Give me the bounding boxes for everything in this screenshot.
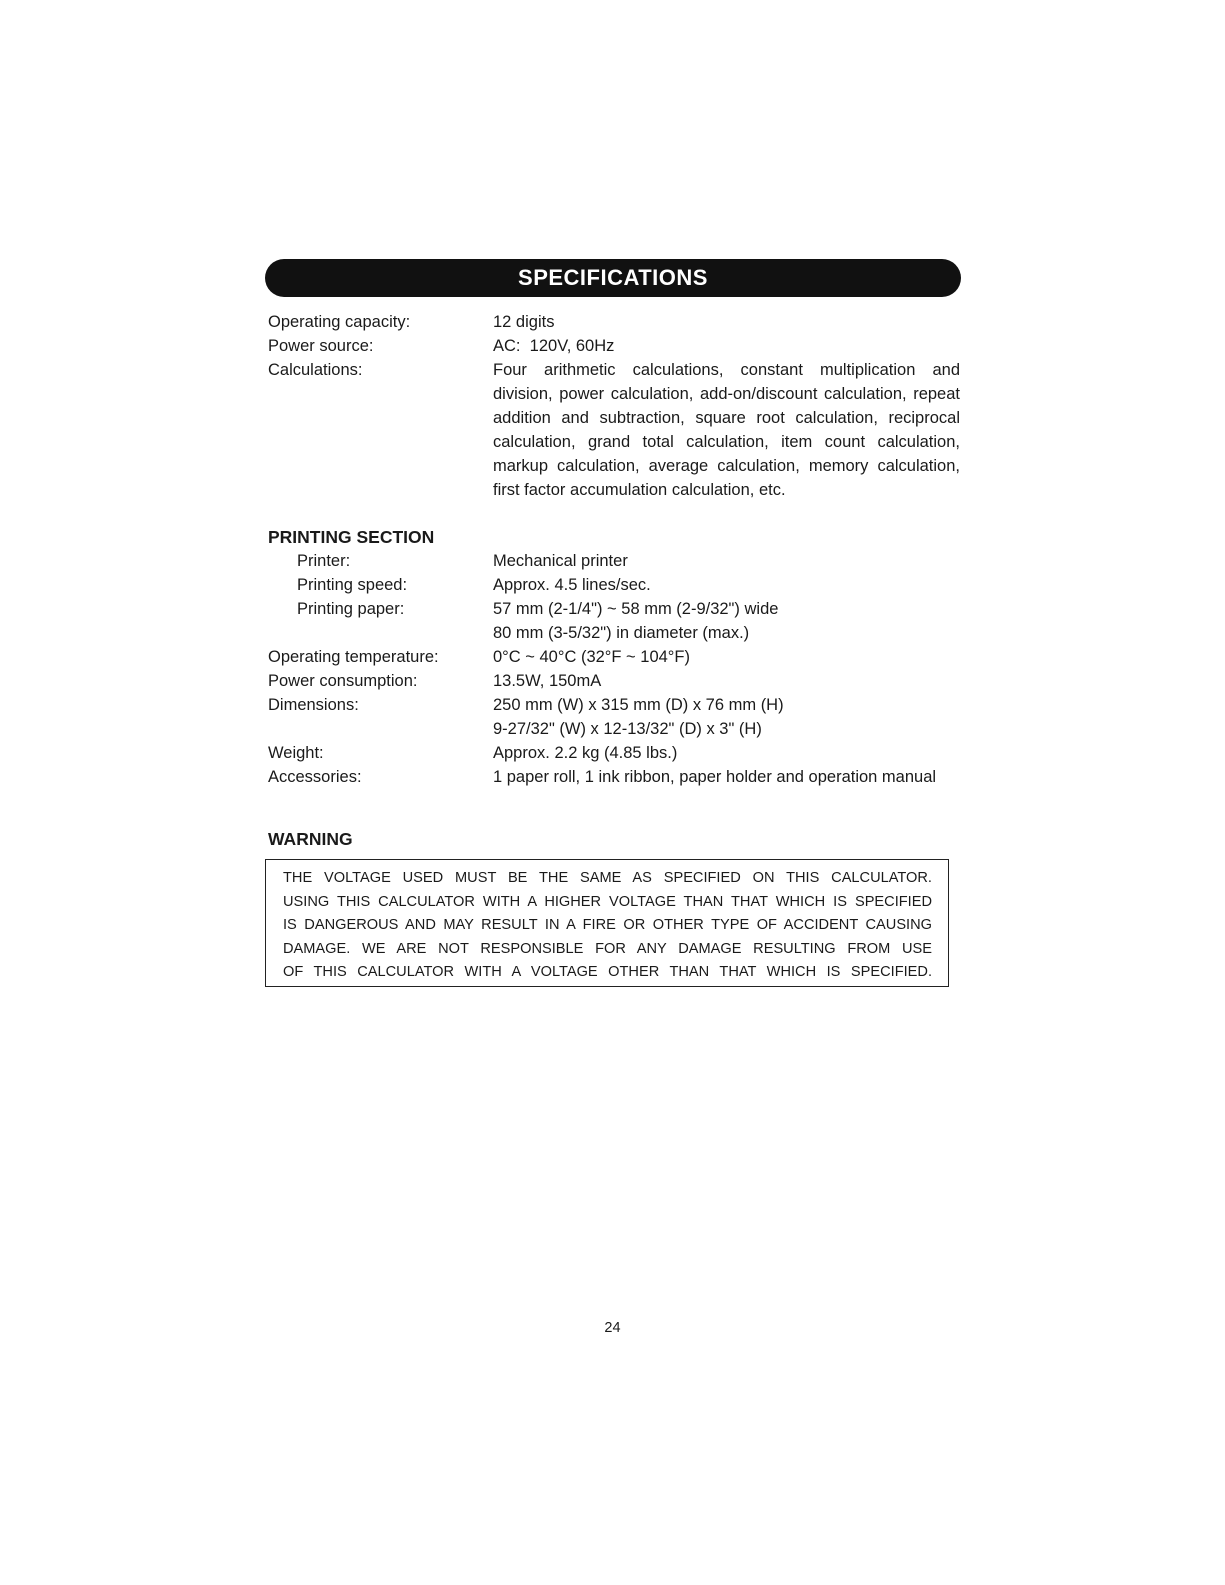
- spec-row-accessories: [268, 765, 960, 789]
- spec-value-line: 250 mm (W) x 315 mm (D) x 76 mm (H): [493, 696, 784, 714]
- spec-label: Power source:: [268, 337, 374, 355]
- spec-label: Dimensions:: [268, 696, 359, 714]
- spec-value: 1 paper roll, 1 ink ribbon, paper holder and operation manual: [493, 768, 937, 786]
- spec-value-line: 80 mm (3-5/32") in diameter (max.): [493, 624, 750, 642]
- warning-line: DAMAGE. WE ARE NOT RESPONSIBLE FOR ANY DAMAGE RESULTING FROM USE: [283, 940, 932, 957]
- spec-label: Printing paper:: [297, 600, 405, 618]
- specifications-header-bar: [265, 259, 961, 297]
- spec-label: Power consumption:: [268, 672, 418, 690]
- page-number: 24: [604, 1320, 621, 1336]
- spec-value: Approx. 2.2 kg (4.85 lbs.): [493, 744, 678, 762]
- spec-label: Calculations:: [268, 361, 363, 379]
- spec-value: 0°C ~ 40°C (32°F ~ 104°F): [493, 648, 690, 666]
- warning-line: OF THIS CALCULATOR WITH A VOLTAGE OTHER THAN THAT WHICH IS SPECIFIED.: [283, 964, 932, 981]
- spec-value: Approx. 4.5 lines/sec.: [493, 576, 651, 594]
- spec-row-calculations: [268, 358, 960, 502]
- spec-value: 13.5W, 150mA: [493, 672, 602, 690]
- spec-row-power-source: [268, 334, 960, 358]
- spec-label: Printer:: [297, 552, 351, 570]
- printing-section-heading: PRINTING SECTION: [268, 527, 435, 547]
- spacer: [268, 502, 960, 525]
- spec-value-line: 57 mm (2-1/4") ~ 58 mm (2-9/32") wide: [493, 600, 779, 618]
- spec-value: 12 digits: [493, 313, 555, 331]
- spec-row-dimensions: [268, 693, 960, 741]
- spec-label: Operating temperature:: [268, 648, 439, 666]
- spec-row-operating-capacity: [268, 310, 960, 334]
- spec-row-power-consumption: [268, 669, 960, 693]
- spec-row-printing-paper: [268, 597, 960, 645]
- spec-row-operating-temperature: [268, 645, 960, 669]
- spec-label: Weight:: [268, 744, 324, 762]
- spec-row-weight: [268, 741, 960, 765]
- spec-label: Accessories:: [268, 768, 362, 786]
- warning-line: THE VOLTAGE USED MUST BE THE SAME AS SPECIFIED ON THIS CALCULATOR.: [283, 870, 932, 886]
- spec-label: Operating capacity:: [268, 313, 411, 331]
- warning-heading: WARNING: [268, 829, 353, 849]
- spec-value: Mechanical printer: [493, 552, 628, 570]
- spec-value: [493, 693, 960, 741]
- warning-box: [265, 859, 949, 987]
- spec-value-line: 9-27/32" (W) x 12-13/32" (D) x 3" (H): [493, 720, 762, 738]
- specifications-list: [268, 310, 960, 789]
- page-title: SPECIFICATIONS: [518, 265, 708, 290]
- spec-row-printing-speed: [268, 573, 960, 597]
- spec-row-printer: [268, 549, 960, 573]
- spec-value: AC: 120V, 60Hz: [493, 337, 615, 355]
- warning-line: IS DANGEROUS AND MAY RESULT IN A FIRE OR OTHER TYPE OF ACCIDENT CAUSING: [283, 917, 932, 934]
- spec-value: Four arithmetic calculations, constant multiplication and division, power calculation, add-on/discount calculation, repeat addition and subtraction, square root calculation, reciprocal calculation, grand total calculation, item count calculation, markup calculation, average calculation, memory calculation, first factor accumulation calculation, etc.: [493, 361, 960, 499]
- spec-label: Printing speed:: [297, 576, 408, 594]
- spec-value: [493, 597, 960, 645]
- warning-line: USING THIS CALCULATOR WITH A HIGHER VOLTAGE THAN THAT WHICH IS SPECIFIED: [283, 893, 932, 910]
